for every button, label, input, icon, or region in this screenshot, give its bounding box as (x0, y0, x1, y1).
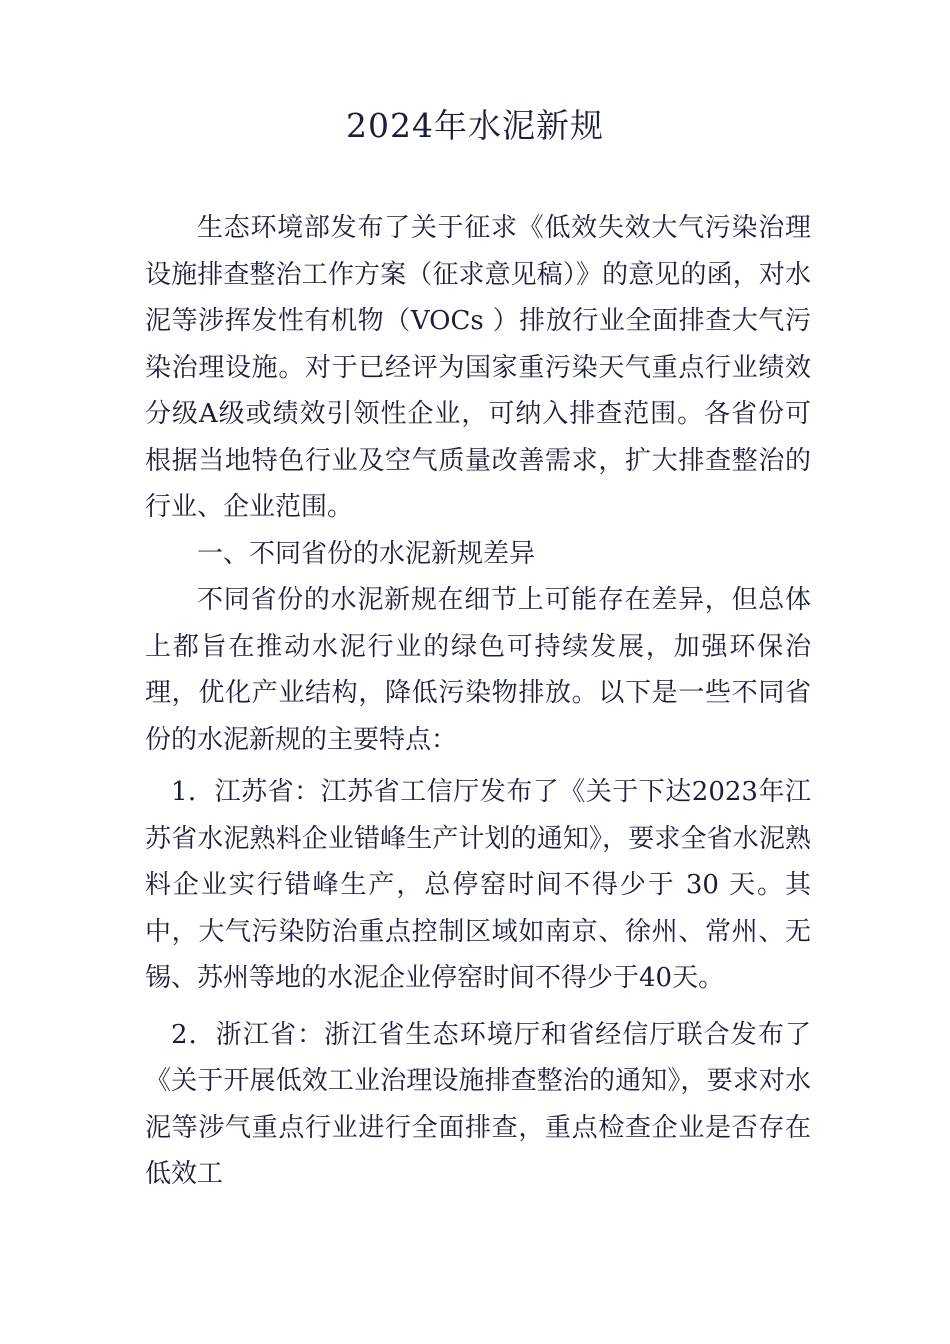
section-heading: 一、不同省份的水泥新规差异 (197, 538, 536, 569)
section-paragraph: 不同省份的水泥新规在细节上可能存在差异，但总体上都旨在推动水泥行业的绿色可持续发展，加强环保治理，优化产业结构，降低污染物排放。以下是一些不同省份的水泥新规的主要特点： (145, 585, 811, 755)
document-title: 2024年水泥新规 (346, 106, 604, 145)
list-item-zhejiang: 2．浙江省：浙江省生态环境厅和省经信厅联合发布了《关于开展低效工业治理设施排查整治的通知》，要求对水泥等涉气重点行业进行全面排查，重点检查企业是否存在低效工 (145, 1019, 811, 1189)
intro-paragraph: 生态环境部发布了关于征求《低效失效大气污染治理设施排查整治工作方案（征求意见稿）》的意见的函，对水泥等涉挥发性有机物（VOCs ）排放行业全面排查大气污染治理设施。对于已经评为国家重污染天气重点行业绩效分级A级或绩效引领性企业，可纳入排查范围。各省份可根据当地特色行业及空气质量改善需求，扩大排查整治的行业、企业范围。 (145, 213, 811, 522)
document-body (145, 205, 811, 1198)
list-item-jiangsu: 1．江苏省：江苏省工信厅发布了《关于下达2023年江苏省水泥熟料企业错峰生产计划的通知》，要求全省水泥熟料企业实行错峰生产，总停窑时间不得少于 30 天。其中，大气污染防治重点控制区域如南京、徐州、常州、无锡、苏州等地的水泥企业停窑时间不得少于40天。 (145, 777, 811, 993)
